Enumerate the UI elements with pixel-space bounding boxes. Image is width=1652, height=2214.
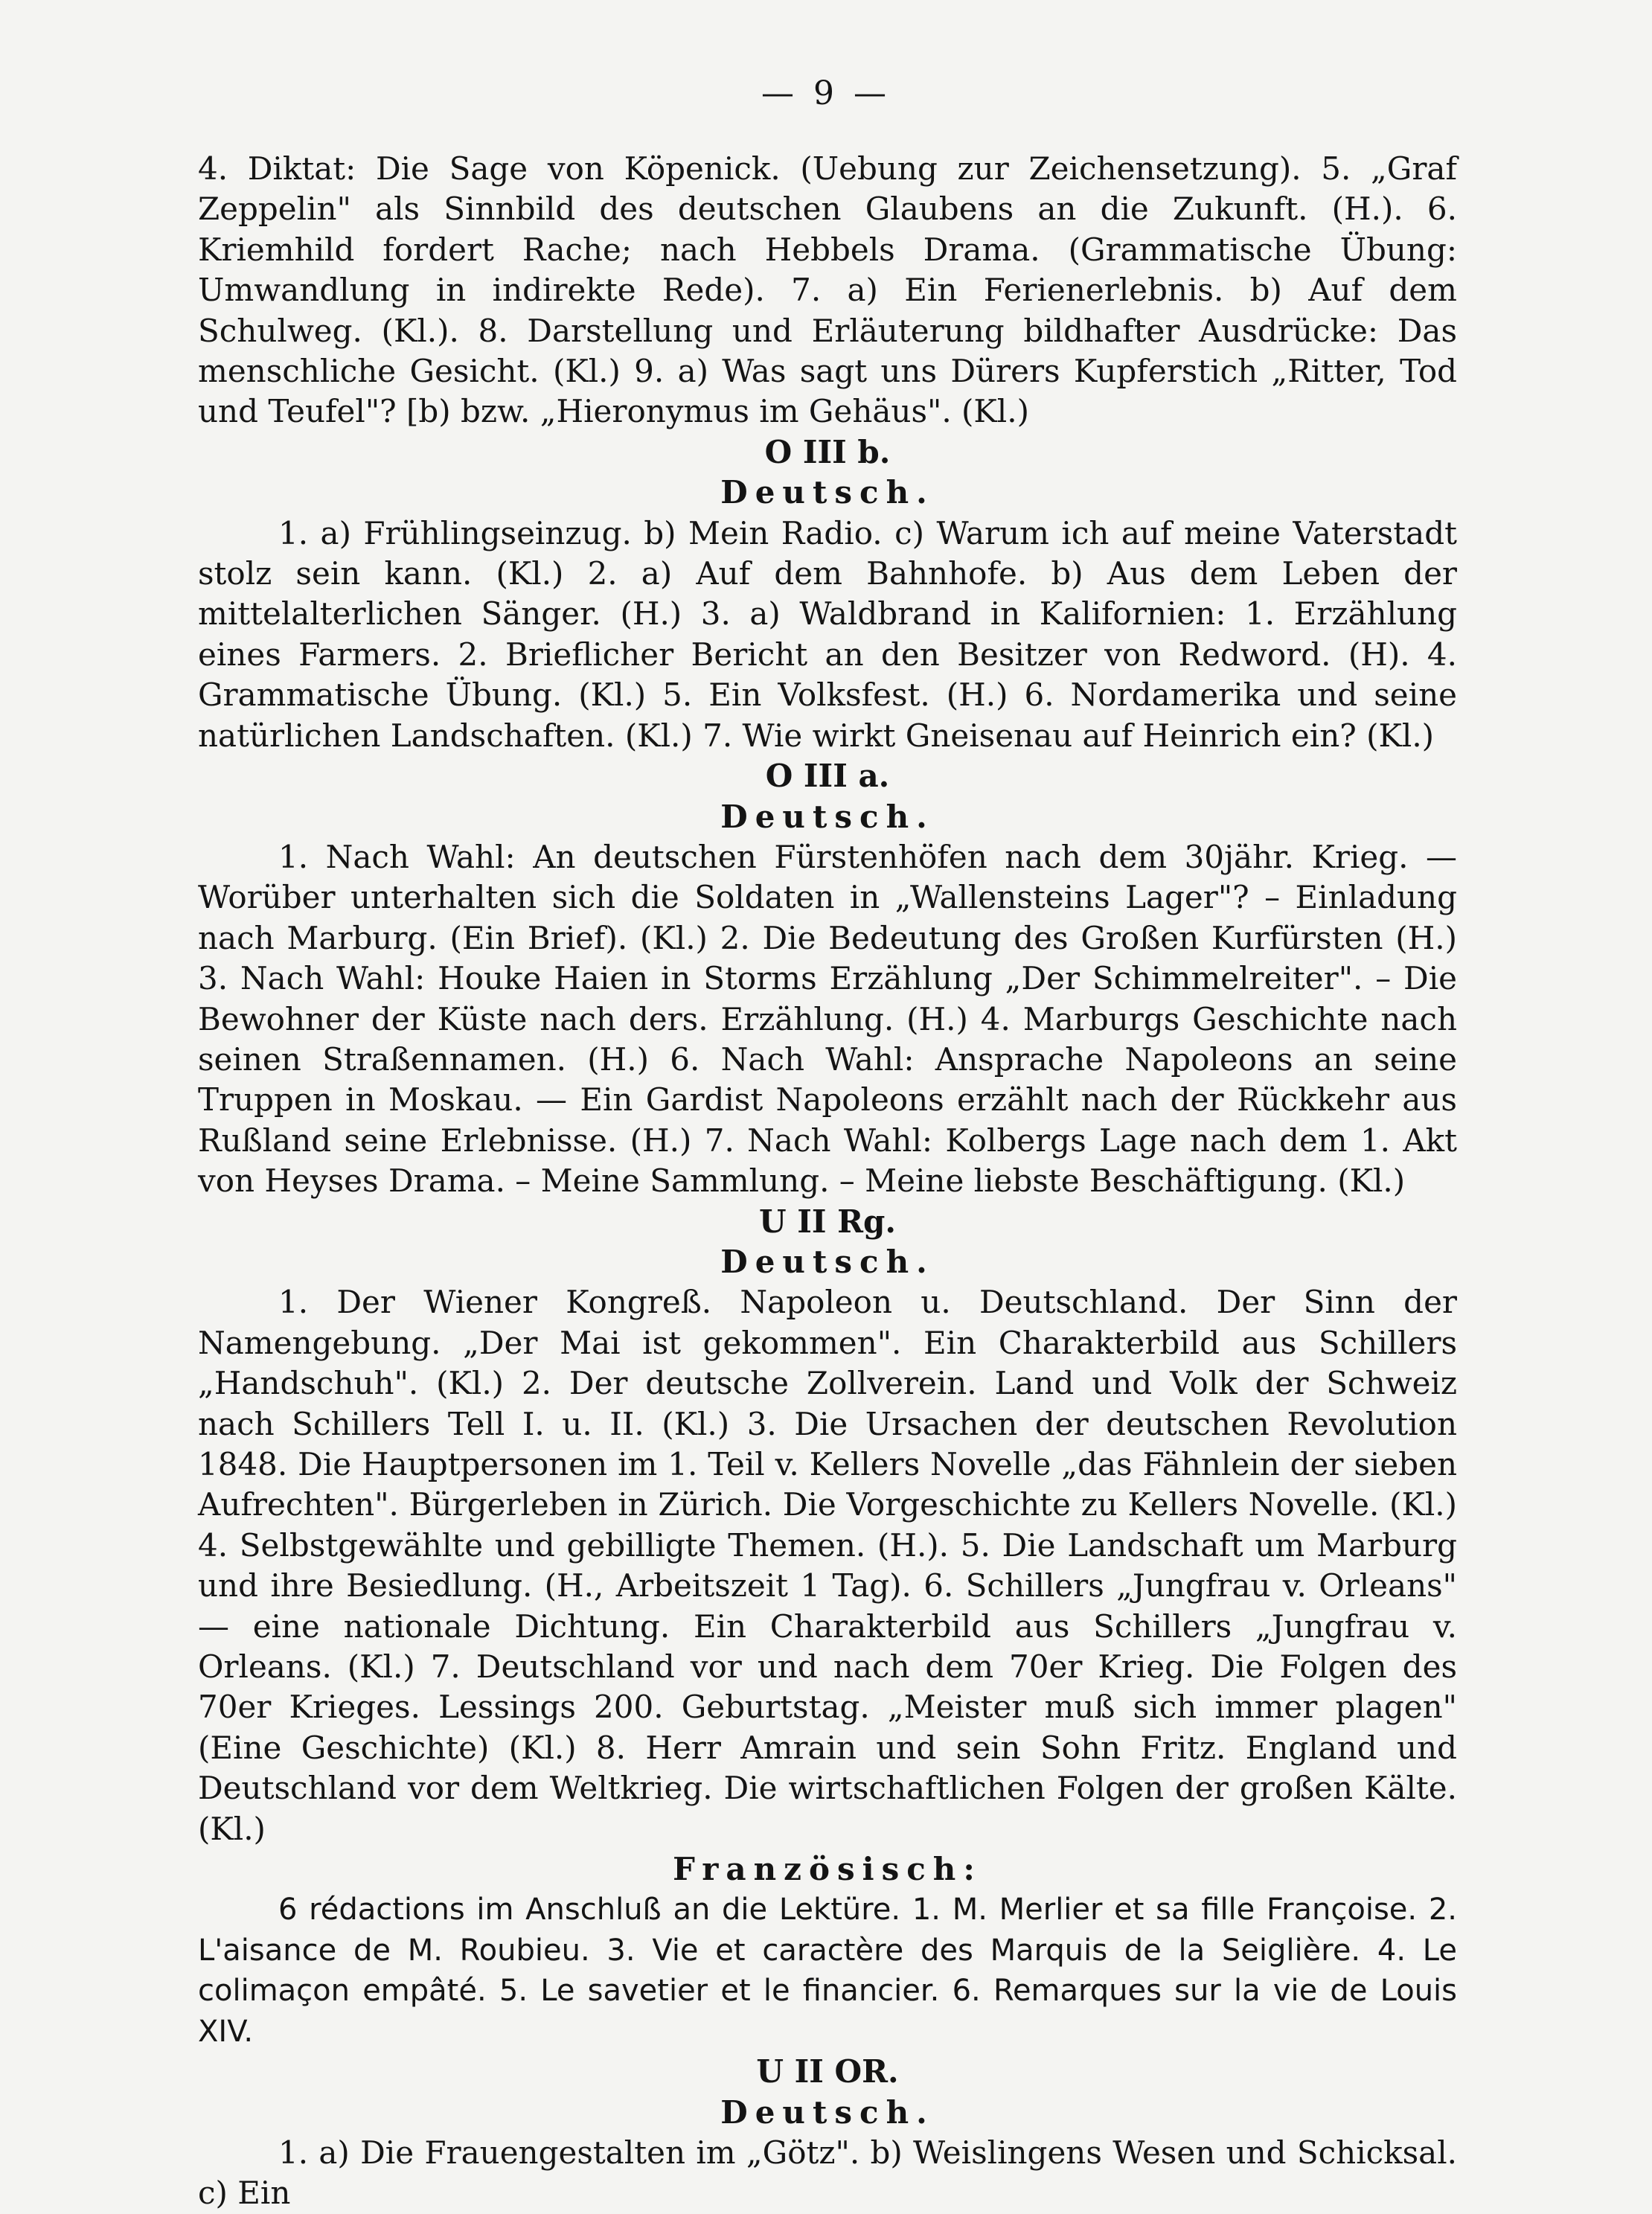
text-intro-essays: 4. Diktat: Die Sage von Köpenick. (Uebung zur Zeichensetzung). 5. „Graf Zeppelin" als Sinnbild des deutschen Glaubens an die Zukunft. (H.). 6. Kriemhild fordert Rache; nach Hebbels Drama. (Grammatische Übung: Umwandlung in indirekte Rede). 7. a) Ein Ferienerlebnis. b) Auf dem Schulweg. (Kl.). 8. Darstellung und Erläuterung bildhafter Ausdrücke: Das menschliche Gesicht. (Kl.) 9. a) Was sagt uns Dürers Kupferstich „Ritter, Tod und Teufel"? [b) bzw. „Hieronymus im Gehäus". (Kl.) <box>198 150 1457 430</box>
page-number: — 9 — <box>761 74 891 112</box>
text-u-ii-or-deutsch: 1. a) Die Frauengestalten im „Götz". b) Weislingens Wesen und Schicksal. c) Ein <box>198 2134 1457 2212</box>
heading-class-o-iii-a: O III a. <box>765 758 890 795</box>
heading-subject-deutsch: Deutsch. <box>720 474 935 511</box>
page-content <box>198 149 1457 2214</box>
heading-class-u-ii-or: U II OR. <box>756 2053 899 2090</box>
text-o-iii-b-deutsch: 1. a) Frühlingseinzug. b) Mein Radio. c) Warum ich auf meine Vaterstadt stolz sein kann. (Kl.) 2. a) Auf dem Bahnhofe. b) Aus dem Leben der mittelalterlichen Sänger. (H.) 3. a) Waldbrand in Kalifornien: 1. Erzählung eines Farmers. 2. Brieflicher Bericht an den Besitzer von Redword. (H). 4. Grammatische Übung. (Kl.) 5. Ein Volksfest. (H.) 6. Nordamerika und seine natürlichen Landschaften. (Kl.) 7. Wie wirkt Gneisenau auf Heinrich ein? (Kl.) <box>198 514 1457 754</box>
heading-subject-deutsch: Deutsch. <box>720 798 935 835</box>
heading-class-u-ii-rg: U II Rg. <box>758 1203 897 1240</box>
heading-subject-deutsch: Deutsch. <box>720 1243 935 1280</box>
text-u-ii-rg-franzoesisch: 6 rédactions im Anschluß an die Lektüre. 1. M. Merlier et sa fille Françoise. 2. L'aisance de M. Roubieu. 3. Vie et caractère des Marquis de la Seiglière. 4. Le colimaçon empâté. 5. Le savetier et le financier. 6. Remarques sur la vie de Louis XIV. <box>198 1893 1457 2049</box>
text-u-ii-rg-deutsch: 1. Der Wiener Kongreß. Napoleon u. Deutschland. Der Sinn der Namengebung. „Der Mai ist gekommen". Ein Charakterbild aus Schillers „Handschuh". (Kl.) 2. Der deutsche Zollverein. Land und Volk der Schweiz nach Schillers Tell I. u. II. (Kl.) 3. Die Ursachen der deutschen Revolution 1848. Die Hauptpersonen im 1. Teil v. Kellers Novelle „das Fähnlein der sieben Aufrechten". Bürgerleben in Zürich. Die Vorgeschichte zu Kellers Novelle. (Kl.) 4. Selbstgewählte und gebilligte Themen. (H.). 5. Die Landschaft um Marburg und ihre Besiedlung. (H., Arbeitszeit 1 Tag). 6. Schillers „Jungfrau v. Orleans" — eine nationale Dichtung. Ein Charakterbild aus Schillers „Jungfrau v. Orleans. (Kl.) 7. Deutschland vor und nach dem 70er Krieg. Die Folgen des 70er Krieges. Lessings 200. Geburtstag. „Meister muß sich immer plagen" (Eine Geschichte) (Kl.) 8. Herr Amrain und sein Sohn Fritz. England und Deutschland vor dem Weltkrieg. Die wirtschaftlichen Folgen der großen Kälte. (Kl.) <box>198 1284 1457 1847</box>
heading-subject-franzoesisch: Französisch: <box>673 1851 982 1888</box>
heading-class-o-iii-b: O III b. <box>764 433 891 470</box>
text-o-iii-a-deutsch: 1. Nach Wahl: An deutschen Fürstenhöfen nach dem 30jähr. Krieg. — Worüber unterhalten sich die Soldaten in „Wallensteins Lager"? – Einladung nach Marburg. (Ein Brief). (Kl.) 2. Die Bedeutung des Großen Kurfürsten (H.) 3. Nach Wahl: Houke Haien in Storms Erzählung „Der Schimmelreiter". – Die Bewohner der Küste nach ders. Erzählung. (H.) 4. Marburgs Geschichte nach seinen Straßennamen. (H.) 6. Nach Wahl: Ansprache Napoleons an seine Truppen in Moskau. — Ein Gardist Napoleons erzählt nach der Rückkehr aus Rußland seine Erlebnisse. (H.) 7. Nach Wahl: Kolbergs Lage nach dem 1. Akt von Heyses Drama. – Meine Sammlung. – Meine liebste Beschäftigung. (Kl.) <box>198 838 1457 1200</box>
heading-subject-deutsch: Deutsch. <box>720 2093 935 2131</box>
